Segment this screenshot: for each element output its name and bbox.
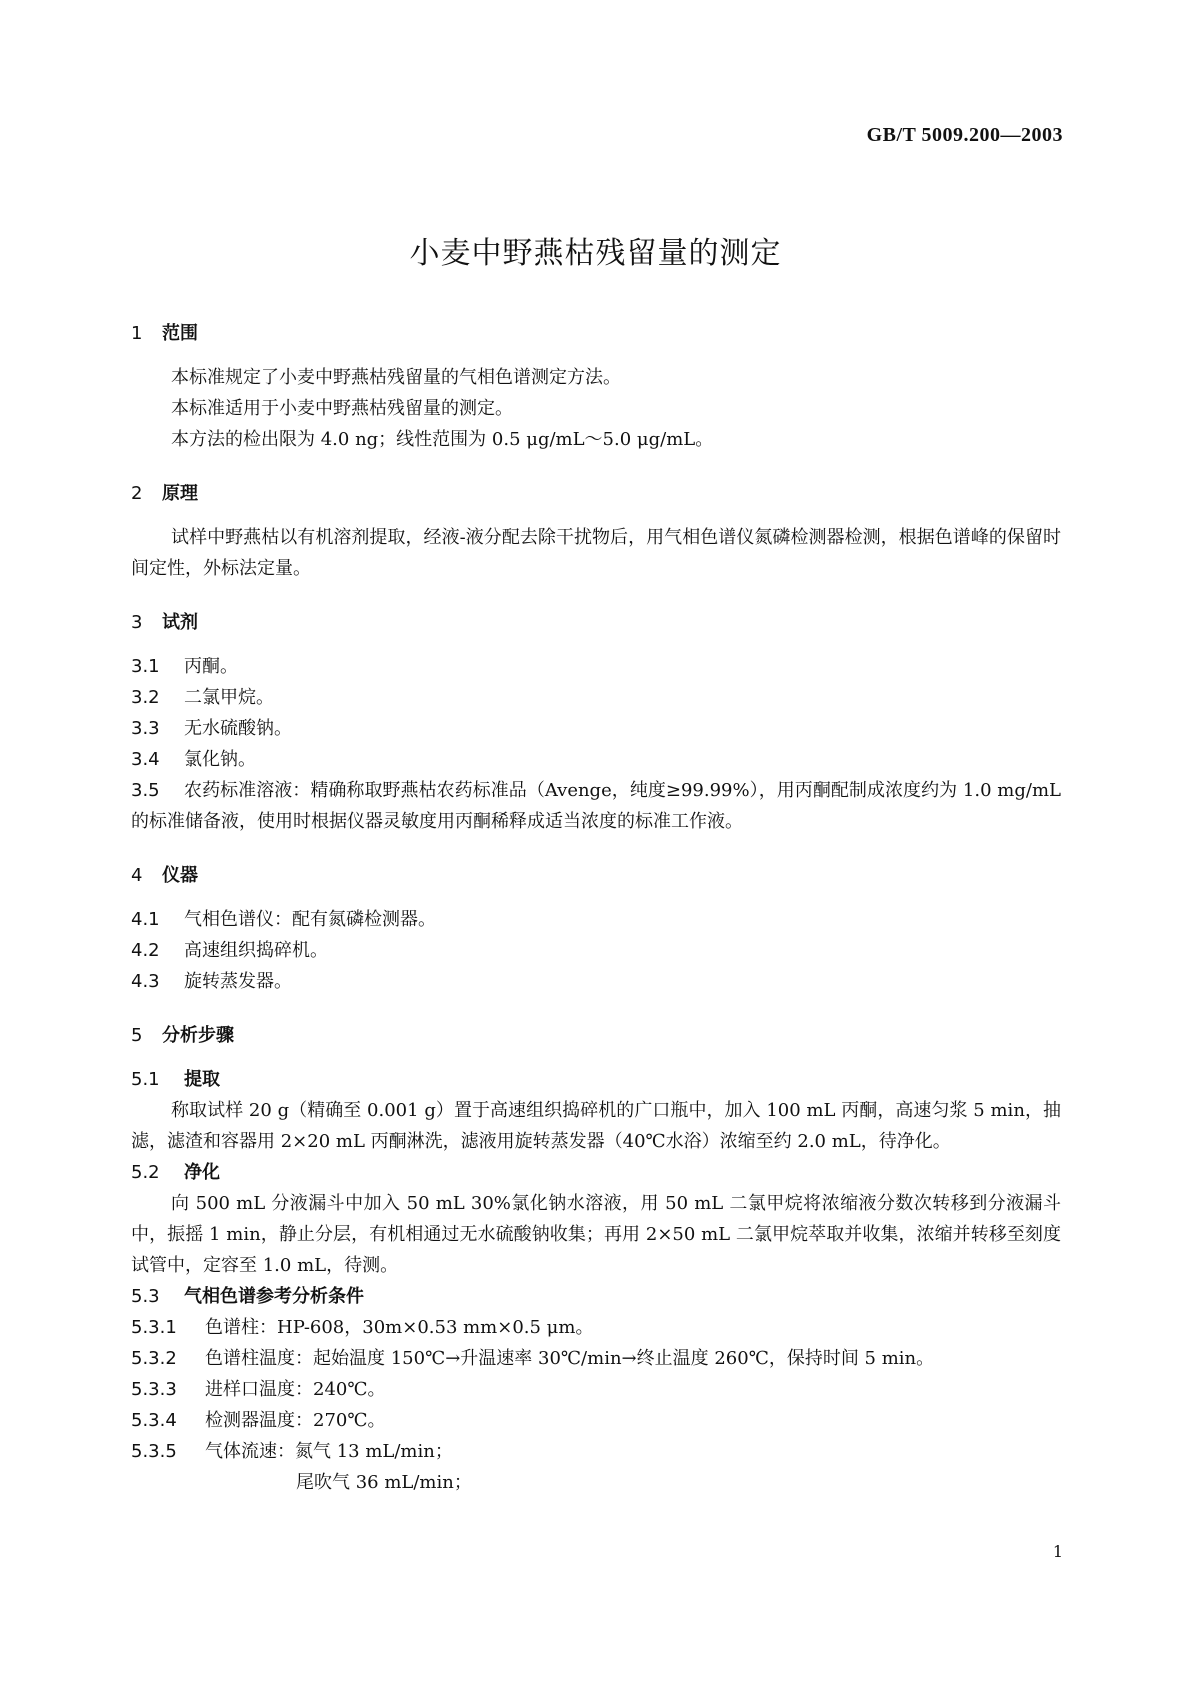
item-number: 3.5 [131, 780, 160, 801]
item-number: 5.3.1 [131, 1317, 177, 1338]
subsection-number: 5.1 [131, 1069, 160, 1090]
list-item [131, 1312, 1061, 1343]
section-title: 试剂 [162, 612, 198, 633]
document-body [131, 318, 1061, 1498]
section-number: 1 [131, 323, 143, 344]
list-item [131, 935, 1061, 966]
section-title: 范围 [162, 323, 198, 344]
page-number: 1 [1052, 1542, 1063, 1561]
section-number: 2 [131, 483, 143, 504]
section-number: 3 [131, 612, 143, 633]
item-text: 旋转蒸发器。 [184, 971, 292, 992]
paragraph: 本标准规定了小麦中野燕枯残留量的气相色谱测定方法。 [171, 367, 621, 388]
item-number: 4.1 [131, 909, 160, 930]
continuation-line: 尾吹气 36 mL/min； [296, 1472, 472, 1493]
subsection-title: 提取 [184, 1069, 220, 1090]
standard-code: GB/T 5009.200—2003 [866, 124, 1063, 146]
item-text: 气体流速：氮气 13 mL/min； [205, 1441, 453, 1462]
list-item [131, 775, 1061, 837]
item-number: 3.2 [131, 687, 160, 708]
subsection-heading-gc-conditions [131, 1281, 1061, 1312]
list-item [131, 1405, 1061, 1436]
item-text: 氯化钠。 [184, 749, 256, 770]
section-number: 4 [131, 865, 143, 886]
section-heading-scope [131, 318, 1061, 349]
list-item [131, 744, 1061, 775]
item-text: 气相色谱仪：配有氮磷检测器。 [184, 909, 436, 930]
item-number: 5.3.5 [131, 1441, 177, 1462]
section-title: 仪器 [162, 865, 198, 886]
item-text: 进样口温度：240℃。 [205, 1379, 386, 1400]
paragraph: 试样中野燕枯以有机溶剂提取，经液-液分配去除干扰物后，用气相色谱仪氮磷检测器检测，根据色谱峰的保留时间定性，外标法定量。 [131, 527, 1061, 579]
item-number: 5.3.4 [131, 1410, 177, 1431]
paragraph: 称取试样 20 g（精确至 0.001 g）置于高速组织捣碎机的广口瓶中，加入 100 mL 丙酮，高速匀浆 5 min，抽滤，滤渣和容器用 2×20 mL 丙酮淋洗，滤液用旋转蒸发器（40℃水浴）浓缩至约 2.0 mL，待净化。 [131, 1100, 1061, 1152]
item-number: 3.1 [131, 656, 160, 677]
item-text: 检测器温度：270℃。 [205, 1410, 386, 1431]
section-title: 分析步骤 [162, 1025, 234, 1046]
subsection-heading-cleanup [131, 1157, 1061, 1188]
item-number: 4.3 [131, 971, 160, 992]
item-text: 丙酮。 [184, 656, 238, 677]
item-text: 二氯甲烷。 [184, 687, 274, 708]
list-item [131, 1436, 1061, 1467]
item-text: 无水硫酸钠。 [184, 718, 292, 739]
item-number: 5.3.3 [131, 1379, 177, 1400]
document-title: 小麦中野燕枯残留量的测定 [409, 236, 782, 271]
paragraph: 向 500 mL 分液漏斗中加入 50 mL 30%氯化钠水溶液，用 50 mL 二氯甲烷将浓缩液分数次转移到分液漏斗中，振摇 1 min，静止分层，有机相通过无水硫酸钠收集；再用 2×50 mL 二氯甲烷萃取并收集，浓缩并转移至刻度试管中，定容至 1.0 mL，待测。 [131, 1193, 1061, 1276]
paragraph: 本方法的检出限为 4.0 ng；线性范围为 0.5 μg/mL～5.0 μg/mL。 [171, 429, 714, 450]
subsection-title: 气相色谱参考分析条件 [184, 1286, 364, 1307]
subsection-title: 净化 [184, 1162, 220, 1183]
item-text: 色谱柱：HP-608，30m×0.53 mm×0.5 μm。 [205, 1317, 594, 1338]
section-heading-procedure [131, 1020, 1061, 1051]
item-text: 色谱柱温度：起始温度 150℃→升温速率 30℃/min→终止温度 260℃，保持时间 5 min。 [205, 1348, 935, 1369]
item-text: 高速组织捣碎机。 [184, 940, 328, 961]
item-number: 3.4 [131, 749, 160, 770]
item-number: 3.3 [131, 718, 160, 739]
subsection-number: 5.2 [131, 1162, 160, 1183]
subsection-number: 5.3 [131, 1286, 160, 1307]
list-item [131, 682, 1061, 713]
list-item [131, 1343, 1061, 1374]
section-heading-apparatus [131, 860, 1061, 891]
item-number: 5.3.2 [131, 1348, 177, 1369]
item-number: 4.2 [131, 940, 160, 961]
list-item [131, 966, 1061, 997]
section-heading-reagents [131, 607, 1061, 638]
section-title: 原理 [162, 483, 198, 504]
list-item [131, 651, 1061, 682]
paragraph: 本标准适用于小麦中野燕枯残留量的测定。 [171, 398, 513, 419]
list-item [131, 904, 1061, 935]
item-text: 农药标准溶液：精确称取野燕枯农药标准品（Avenge，纯度≥99.99%），用丙酮配制成浓度约为 1.0 mg/mL的标准储备液，使用时根据仪器灵敏度用丙酮稀释成适当浓度的标准工作液。 [131, 780, 1061, 832]
subsection-heading-extraction [131, 1064, 1061, 1095]
section-number: 5 [131, 1025, 143, 1046]
section-heading-principle [131, 478, 1061, 509]
list-item [131, 1374, 1061, 1405]
list-item [131, 713, 1061, 744]
